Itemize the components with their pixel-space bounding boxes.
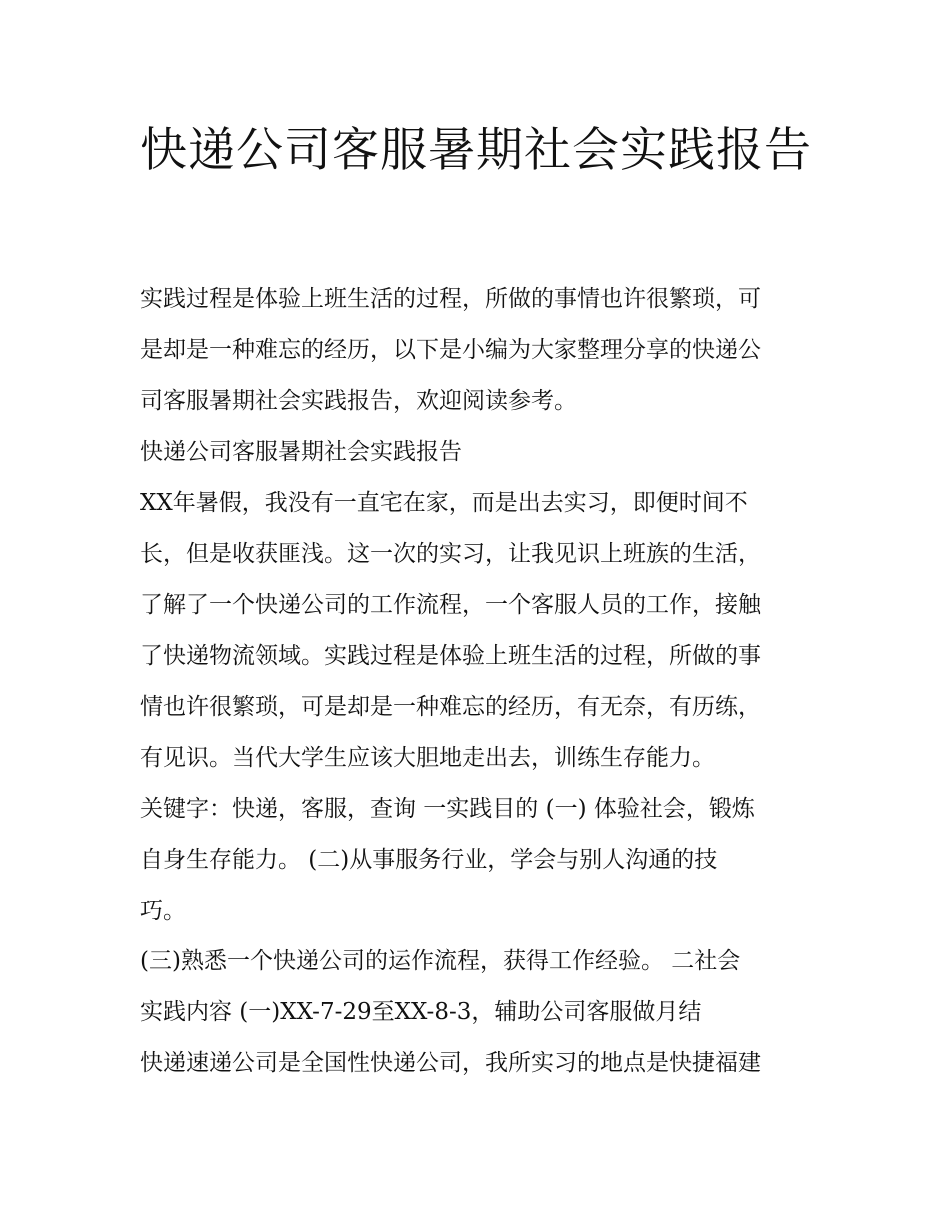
- body-line: 有见识。当代大学生应该大胆地走出去，训练生存能力。: [140, 745, 715, 771]
- body-line: 了解了一个快递公司的工作流程，一个客服人员的工作，接触: [140, 592, 761, 618]
- body-line: 巧。: [140, 898, 186, 924]
- body-line: 是却是一种难忘的经历，以下是小编为大家整理分享的快递公: [140, 337, 761, 363]
- body-line: 了快递物流领域。实践过程是体验上班生活的过程，所做的事: [140, 643, 761, 669]
- body-line: XX年暑假，我没有一直宅在家，而是出去实习，即便时间不: [140, 490, 748, 516]
- body-line: (三)熟悉一个快递公司的运作流程，获得工作经验。 二社会: [140, 948, 741, 974]
- body-line: 情也许很繁琐，可是却是一种难忘的经历，有无奈，有历练，: [140, 694, 761, 720]
- body-line: 快递速递公司是全国性快递公司，我所实习的地点是快捷福建: [140, 1050, 761, 1076]
- body-line: 司客服暑期社会实践报告，欢迎阅读参考。: [140, 388, 577, 414]
- body-line: 关键字：快递，客服，查询 一实践目的 (一) 体验社会，锻炼: [140, 796, 755, 822]
- body-line: 实践内容 (一)XX-7-29至XX-8-3，辅助公司客服做月结: [140, 999, 702, 1025]
- body-line: 长，但是收获匪浅。这一次的实习，让我见识上班族的生活，: [140, 541, 761, 567]
- body-line: 实践过程是体验上班生活的过程，所做的事情也许很繁琐，可: [140, 286, 761, 312]
- body-line: 自身生存能力。 (二)从事服务行业，学会与别人沟通的技: [140, 847, 718, 873]
- section-heading: 快递公司客服暑期社会实践报告: [140, 439, 462, 465]
- document-title: 快递公司客服暑期社会实践报告: [140, 123, 812, 178]
